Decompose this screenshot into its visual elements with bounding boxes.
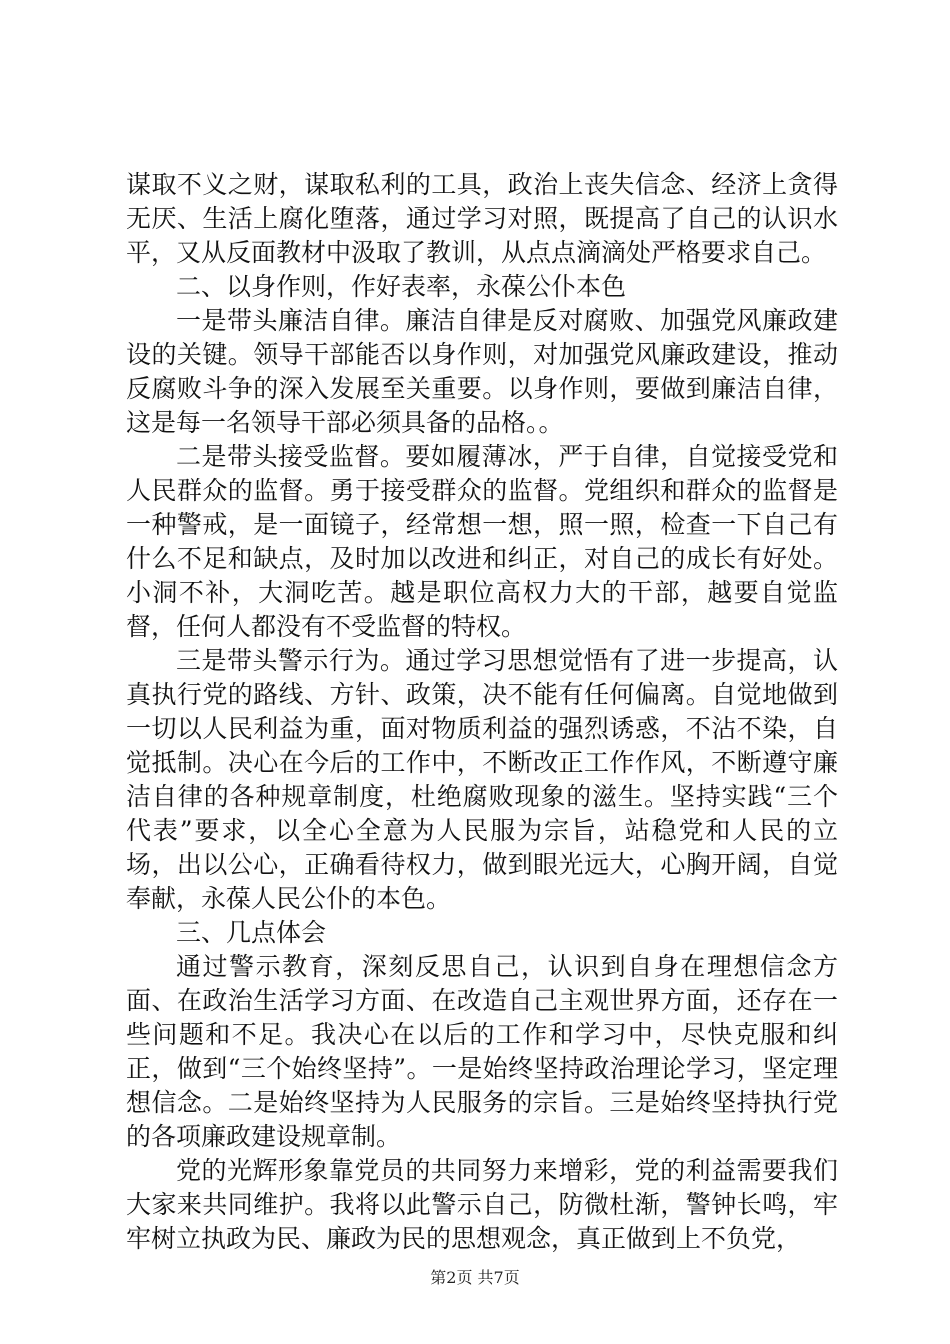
paragraph-supervision: 二是带头接受监督。要如履薄冰，严于自律，自觉接受党和人民群众的监督。勇于接受群众的监督。党组织和群众的监督是一种警戒，是一面镜子，经常想一想，照一照，检查一下自己有什么不足和缺点，及时加以改进和纠正，对自己的成长有好处。小洞不补，大洞吃苦。越是职位高权力大的干部，越要自觉监督，任何人都没有不受监督的特权。 bbox=[126, 442, 838, 641]
paragraph-reflections: 通过警示教育，深刻反思自己，认识到自身在理想信念方面、在政治生活学习方面、在改造自己主观世界方面，还存在一些问题和不足。我决心在以后的工作和学习中，尽快克服和纠正，做到“三个始终坚持”。一是始终坚持政治理论学习，坚定理想信念。二是始终坚持为人民服务的宗旨。三是始终坚持执行党的各项廉政建设规章制。 bbox=[126, 952, 838, 1151]
paragraph-closing: 党的光辉形象靠党员的共同努力来增彩，党的利益需要我们大家来共同维护。我将以此警示自己，防微杜渐，警钟长鸣，牢牢树立执政为民、廉政为民的思想观念，真正做到上不负党， bbox=[126, 1156, 838, 1253]
paragraph-continuation: 谋取不义之财，谋取私利的工具，政治上丧失信念、经济上贪得无厌、生活上腐化堕落，通过学习对照，既提高了自己的认识水平，又从反面教材中汲取了教训，从点点滴滴处严格要求自己。 bbox=[126, 170, 838, 267]
document-body bbox=[126, 168, 838, 1256]
paragraph-warning-conduct: 三是带头警示行为。通过学习思想觉悟有了进一步提高，认真执行党的路线、方针、政策，决不能有任何偏离。自觉地做到一切以人民利益为重，面对物质利益的强烈诱惑，不沾不染，自觉抵制。决心在今后的工作中，不断改正工作作风，不断遵守廉洁自律的各种规章制度，杜绝腐败现象的滋生。坚持实践“三个代表”要求，以全心全意为人民服为宗旨，站稳党和人民的立场，出以公心，正确看待权力，做到眼光远大，心胸开阔，自觉奉献，永葆人民公仆的本色。 bbox=[126, 646, 838, 913]
page-number-footer: 第2页 共7页 bbox=[430, 1268, 520, 1287]
section-heading-2: 二、以身作则，作好表率，永葆公仆本色 bbox=[176, 272, 627, 301]
section-heading-3: 三、几点体会 bbox=[176, 918, 327, 947]
paragraph-self-discipline: 一是带头廉洁自律。廉洁自律是反对腐败、加强党风廉政建设的关键。领导干部能否以身作则，对加强党风廉政建设，推动反腐败斗争的深入发展至关重要。以身作则，要做到廉洁自律，这是每一名领导干部必须具备的品格。。 bbox=[126, 306, 838, 437]
